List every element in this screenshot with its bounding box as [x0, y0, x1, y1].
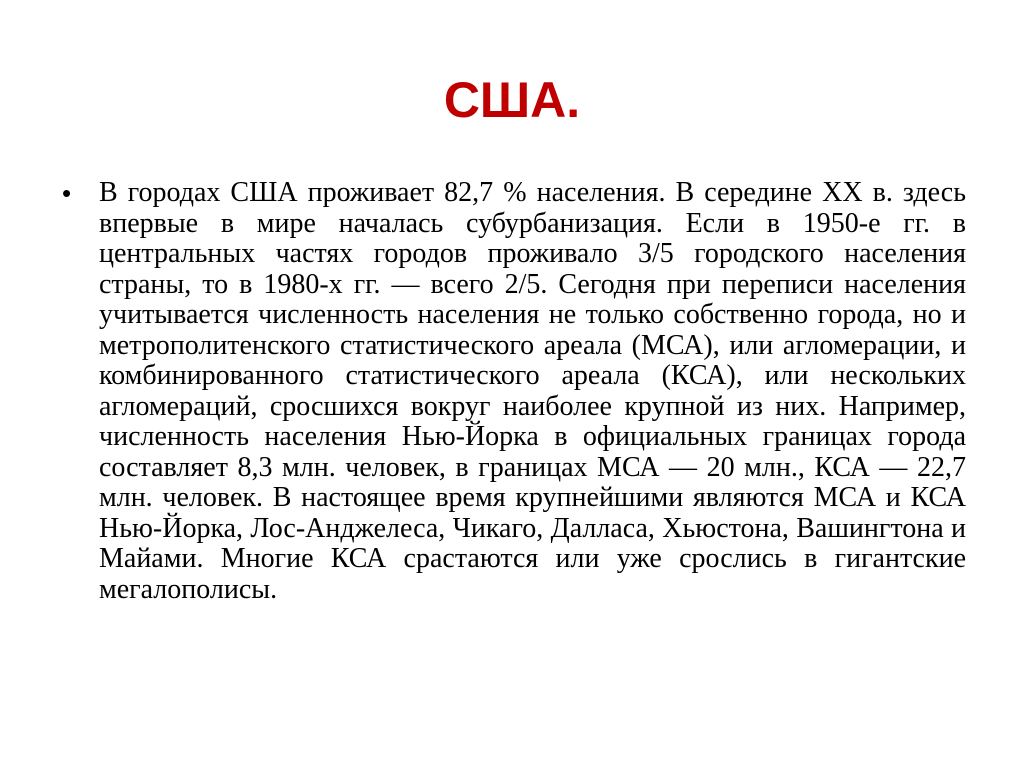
slide-title: США.: [443, 72, 581, 128]
bullet-text: В городах США проживает 82,7 % населения. В середине XX в. здесь впервые в мире началась субурбанизация. Если в 1950-е гг. в центральных частях городов проживало 3/5 городского населения страны, то в 1980-х гг. — всего 2/5. Сегодня при переписи населения учитывается численность населения не только собственно города, но и метрополитенского статистического ареала (МСА), или агломерации, и комбинированного статистического ареала (КСА), или нескольких агломераций, сросшихся вокруг наиболее крупной из них. Например, численность населения Нью-Йорка в официальных границах города составляет 8,3 млн. человек, в границах МСА — 20 млн., КСА — 22,7 млн. человек. В настоящее время крупнейшими являются МСА и КСА Нью-Йорка, Лос-Анджелеса, Чикаго, Далласа, Хьюстона, Вашингтона и Майами. Многие КСА срастаются или уже срослись в гигантские мегалополисы.: [99, 177, 966, 605]
slide-body: [62, 178, 966, 605]
bullet-marker: •: [62, 178, 72, 208]
bullet-item: [62, 178, 966, 605]
